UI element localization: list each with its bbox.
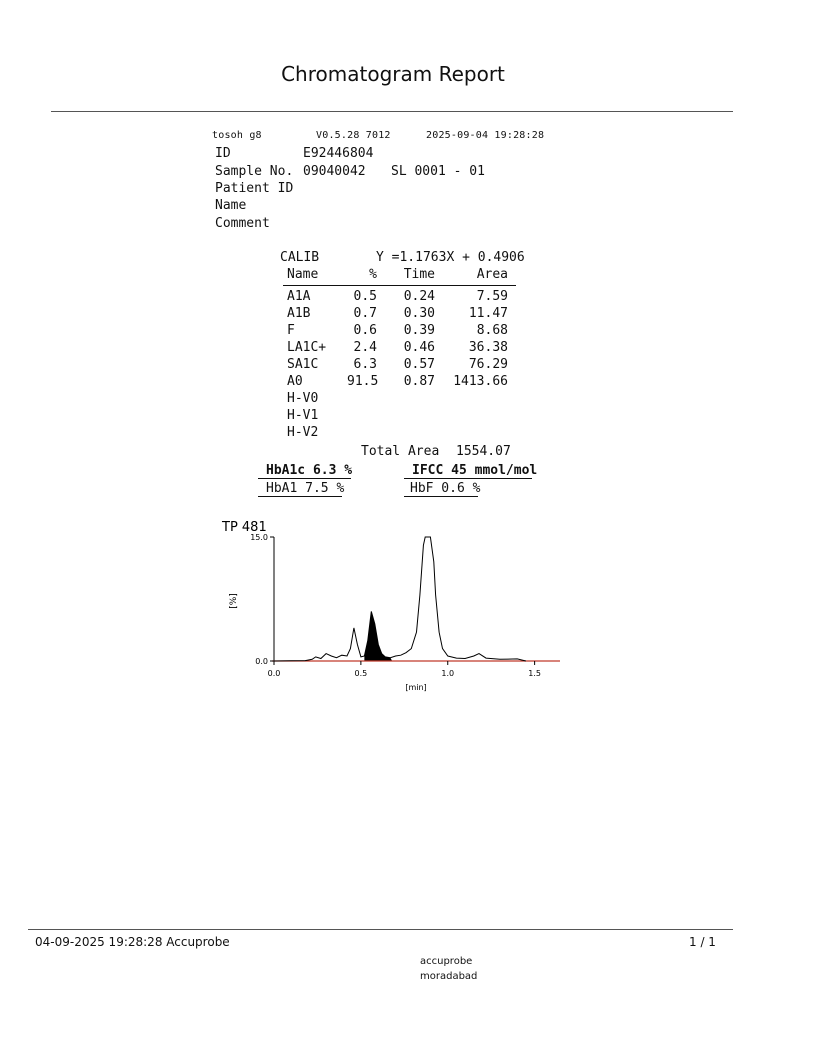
table-row bbox=[287, 425, 517, 441]
lab-city: moradabad bbox=[420, 971, 478, 982]
row-pct: 0.6 bbox=[353, 323, 377, 338]
hba1c-underline bbox=[258, 478, 351, 479]
table-row bbox=[287, 391, 517, 407]
results-table-header bbox=[287, 267, 517, 283]
x-axis-label: [min] bbox=[405, 683, 427, 692]
table-header-rule bbox=[283, 285, 516, 286]
table-row bbox=[287, 357, 517, 373]
x-tick-label: 1.0 bbox=[441, 669, 455, 678]
row-time: 0.87 bbox=[403, 374, 435, 389]
id-value: E92446804 bbox=[303, 146, 374, 161]
row-area: 11.47 bbox=[468, 306, 508, 321]
row-time: 0.57 bbox=[403, 357, 435, 372]
calib-equation: Y =1.1763X + 0.4906 bbox=[376, 250, 525, 265]
bottom-divider bbox=[28, 929, 733, 930]
id-row bbox=[215, 146, 374, 161]
x-tick-label: 0.0 bbox=[267, 669, 281, 678]
row-pct: 6.3 bbox=[353, 357, 377, 372]
col-time-header: Time bbox=[403, 267, 435, 282]
chromatogram-chart bbox=[210, 515, 580, 695]
row-name: A1A bbox=[287, 289, 311, 304]
row-time: 0.46 bbox=[403, 340, 435, 355]
hbf-underline bbox=[404, 496, 478, 497]
name-label: Name bbox=[215, 198, 247, 213]
hba1-underline bbox=[258, 496, 342, 497]
row-pct: 0.5 bbox=[353, 289, 377, 304]
sample-label: Sample No. bbox=[215, 164, 294, 179]
y-tick-label: 15.0 bbox=[250, 533, 268, 542]
calib-label: CALIB bbox=[280, 250, 320, 265]
x-tick-label: 0.5 bbox=[354, 669, 368, 678]
row-name: A1B bbox=[287, 306, 311, 321]
row-name: SA1C bbox=[287, 357, 319, 372]
ifcc-result: IFCC 45 mmol/mol bbox=[412, 463, 538, 478]
lab-name: accuprobe bbox=[420, 956, 473, 967]
instrument-name: tosoh g8 bbox=[212, 130, 262, 141]
table-row bbox=[287, 323, 517, 339]
row-pct: 0.7 bbox=[353, 306, 377, 321]
row-area: 8.68 bbox=[476, 323, 508, 338]
id-label: ID bbox=[215, 146, 231, 161]
ifcc-underline bbox=[404, 478, 532, 479]
col-name-header: Name bbox=[287, 267, 319, 282]
table-row bbox=[287, 340, 517, 356]
y-tick-label: 0.0 bbox=[255, 657, 268, 666]
total-area-value: 1554.07 bbox=[456, 444, 511, 459]
table-row bbox=[287, 289, 517, 305]
table-row bbox=[287, 408, 517, 424]
software-version: V0.5.28 7012 bbox=[316, 130, 391, 141]
row-name: A0 bbox=[287, 374, 303, 389]
row-area: 36.38 bbox=[468, 340, 508, 355]
report-title: Chromatogram Report bbox=[281, 62, 505, 86]
x-tick-label: 1.5 bbox=[528, 669, 541, 678]
row-area: 7.59 bbox=[476, 289, 508, 304]
comment-label: Comment bbox=[215, 216, 270, 231]
row-pct: 2.4 bbox=[353, 340, 377, 355]
row-area: 1413.66 bbox=[453, 374, 508, 389]
table-row bbox=[287, 374, 517, 390]
run-timestamp: 2025-09-04 19:28:28 bbox=[426, 130, 545, 141]
chart-title: TP 481 bbox=[222, 520, 267, 535]
sample-value: 09040042 bbox=[303, 164, 366, 179]
y-axis-label: [%] bbox=[229, 593, 239, 609]
row-name: H-V1 bbox=[287, 408, 319, 423]
hbf-result: HbF 0.6 % bbox=[410, 481, 481, 496]
row-name: H-V2 bbox=[287, 425, 319, 440]
chromatogram-trace bbox=[274, 537, 526, 661]
total-area-label: Total Area bbox=[361, 444, 440, 459]
row-area: 76.29 bbox=[468, 357, 508, 372]
row-time: 0.39 bbox=[403, 323, 435, 338]
row-time: 0.24 bbox=[403, 289, 435, 304]
total-area bbox=[361, 444, 511, 459]
calibration-line bbox=[280, 250, 525, 265]
row-name: H-V0 bbox=[287, 391, 319, 406]
hba1-result: HbA1 7.5 % bbox=[266, 481, 345, 496]
patient-id-label: Patient ID bbox=[215, 181, 294, 196]
row-pct: 91.5 bbox=[347, 374, 379, 389]
hba1c-result: HbA1c 6.3 % bbox=[266, 463, 353, 478]
row-name: F bbox=[287, 323, 295, 338]
col-area-header: Area bbox=[476, 267, 508, 282]
col-pct-header: % bbox=[369, 267, 377, 282]
sample-row bbox=[215, 164, 485, 179]
row-time: 0.30 bbox=[403, 306, 435, 321]
top-divider bbox=[51, 111, 733, 112]
page-number: 1 / 1 bbox=[689, 935, 716, 949]
sample-position: SL 0001 - 01 bbox=[391, 164, 485, 179]
table-row bbox=[287, 306, 517, 322]
footer-datetime-lab: 04-09-2025 19:28:28 Accuprobe bbox=[35, 935, 230, 949]
row-name: LA1C+ bbox=[287, 340, 327, 355]
